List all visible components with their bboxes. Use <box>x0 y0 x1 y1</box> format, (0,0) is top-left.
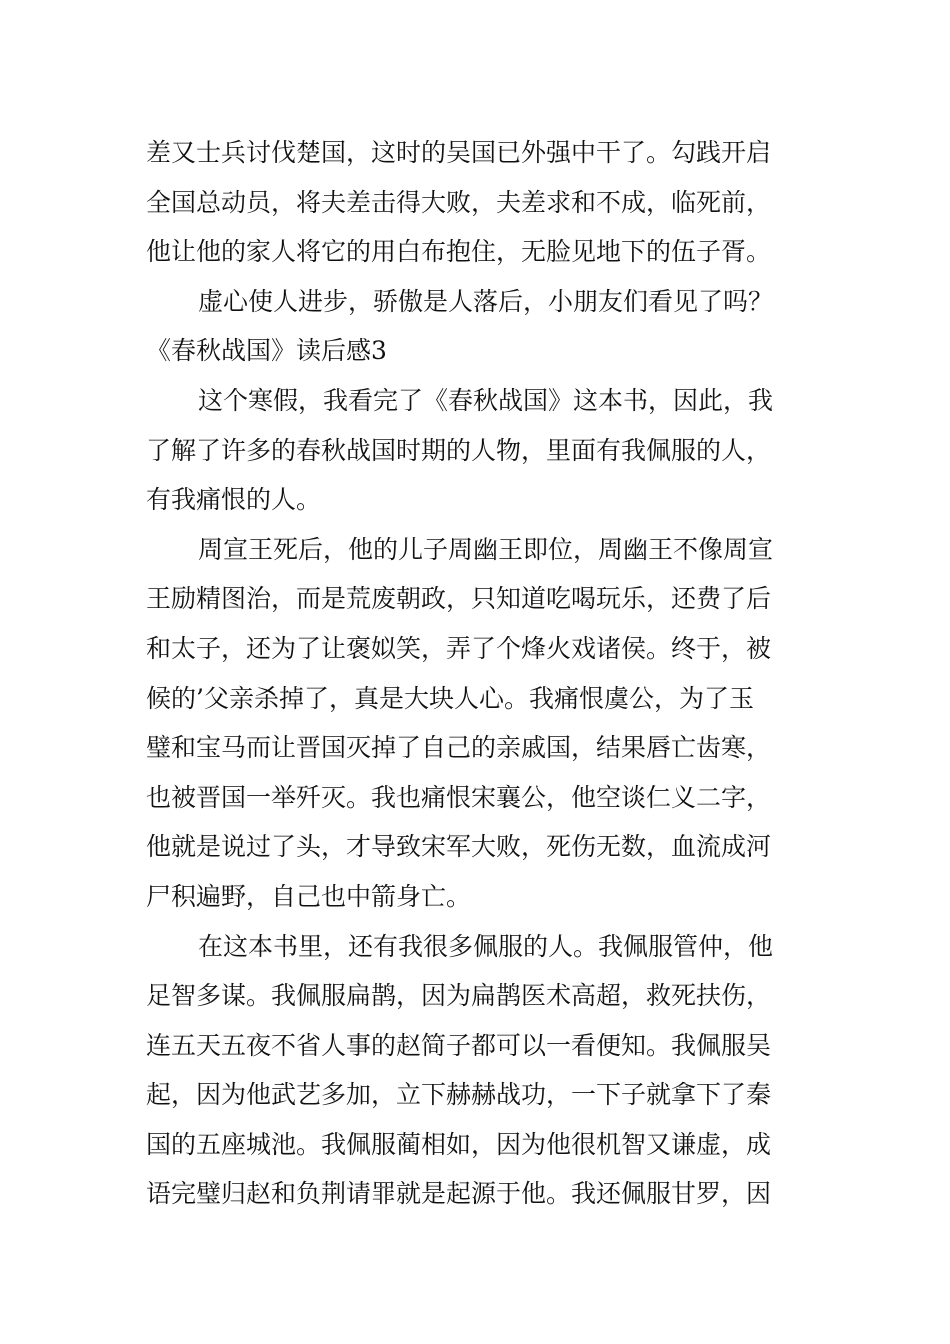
paragraph-line-17: 在这本书里，还有我很多佩服的人。我佩服管仲，他 <box>198 931 774 961</box>
paragraph-line-9: 周宣王死后，他的儿子周幽王即位，周幽王不像周宣 <box>198 534 774 564</box>
paragraph-line-15: 他就是说过了头，才导致宋军大败，死伤无数，血流成河 <box>146 832 772 862</box>
paragraph-line-21: 国的五座城池。我佩服蔺相如，因为他很机智又谦虚，成 <box>146 1129 772 1159</box>
paragraph-line-19: 连五天五夜不省人事的赵简子都可以一看便知。我佩服吴 <box>146 1030 772 1060</box>
paragraph-line-20: 起，因为他武艺多加，立下赫赫战功，一下子就拿下了秦 <box>146 1080 772 1110</box>
paragraph-line-18: 足智多谋。我佩服扁鹊，因为扁鹊医术高超，救死扶伤， <box>146 981 772 1011</box>
paragraph-line-3: 他让他的家人将它的用白布抱住，无脸见地下的伍子胥。 <box>146 237 772 267</box>
paragraph-line-22: 语完璧归赵和负荆请罪就是起源于他。我还佩服甘罗，因 <box>146 1179 772 1209</box>
paragraph-line-10: 王励精图治，而是荒废朝政，只知道吃喝玩乐，还费了后 <box>146 584 772 614</box>
paragraph-line-4: 虚心使人进步，骄傲是人落后，小朋友们看见了吗？ <box>198 286 774 316</box>
paragraph-line-8: 有我痛恨的人。 <box>146 485 322 515</box>
document-page <box>146 128 808 1219</box>
paragraph-line-2: 全国总动员，将夫差击得大败，夫差求和不成，临死前， <box>146 187 772 217</box>
paragraph-line-11: 和太子，还为了让褒姒笑，弄了个烽火戏诸侯。终于，被 <box>146 633 772 663</box>
paragraph-line-7: 了解了许多的春秋战国时期的人物，里面有我佩服的人， <box>146 435 772 465</box>
paragraph-line-16: 尸积遍野，自己也中箭身亡。 <box>146 881 472 911</box>
paragraph-line-13: 璧和宝马而让晋国灭掉了自己的亲戚国，结果唇亡齿寒， <box>146 733 772 763</box>
paragraph-line-14: 也被晋国一举歼灭。我也痛恨宋襄公，他空谈仁义二字， <box>146 782 772 812</box>
paragraph-line-1: 差又士兵讨伐楚国，这时的吴国已外强中干了。勾践开启 <box>146 138 772 167</box>
paragraph-line-12: 候的’父亲杀掉了，真是大块人心。我痛恨虞公，为了玉 <box>146 683 754 713</box>
paragraph-line-6: 这个寒假，我看完了《春秋战国》这本书，因此，我 <box>198 385 774 415</box>
section-heading: 《春秋战国》读后感3 <box>146 336 387 366</box>
